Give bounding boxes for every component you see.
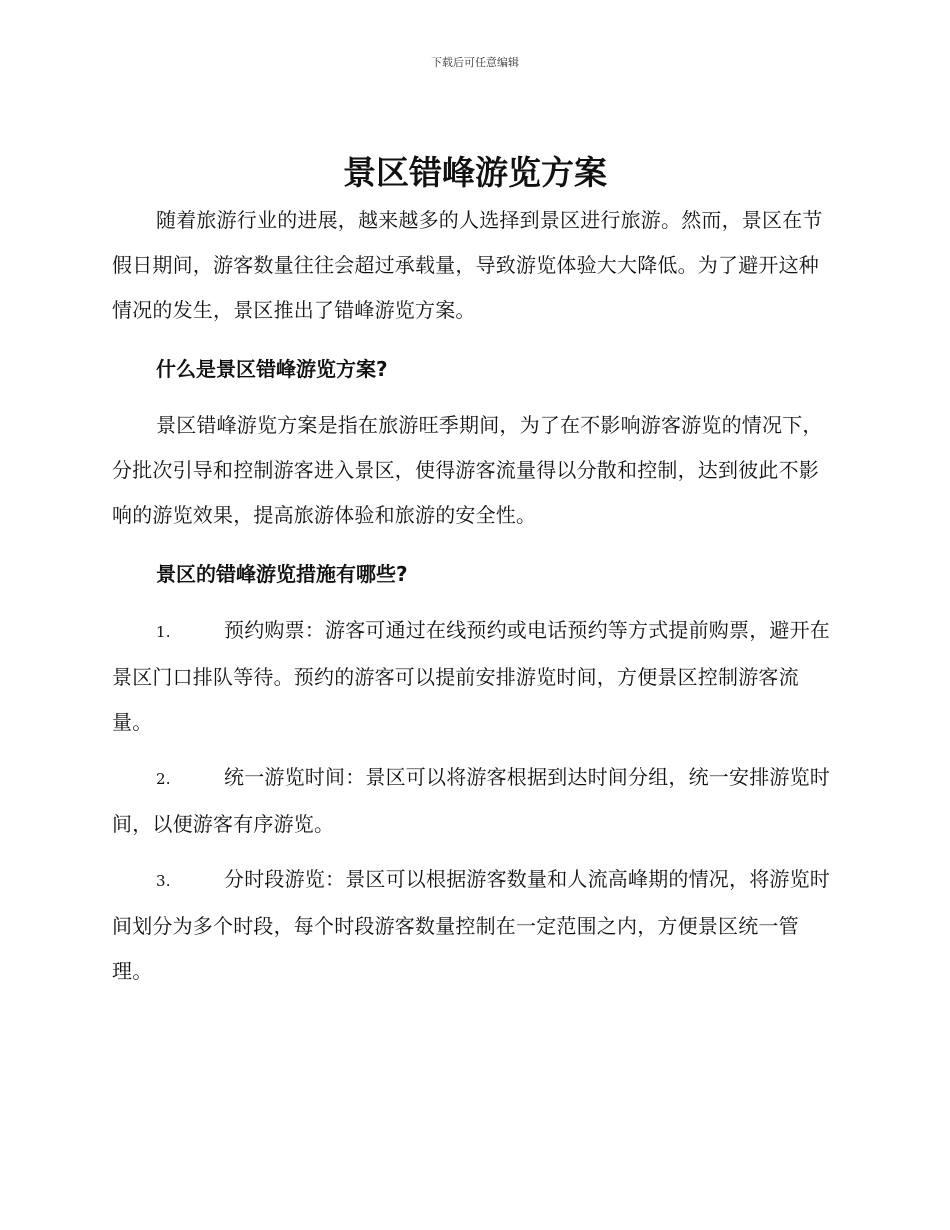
header-note: 下载后可任意编辑	[431, 56, 519, 69]
list-item-number: 3.	[156, 872, 171, 890]
page-title: 景区错峰游览方案	[343, 153, 607, 192]
list-item-number: 2.	[156, 770, 171, 788]
intro-paragraph: 随着旅游行业的进展，越来越多的人选择到景区进行旅游。然而，景区在节假日期间，游客数量往往会超过承载量，导致游览体验大大降低。为了避开这种情况的发生，景区推出了错峰游览方案。	[112, 208, 823, 322]
list-item-number: 1.	[156, 623, 171, 641]
list-item	[112, 608, 834, 745]
list-item	[112, 857, 834, 994]
section-heading-what: 什么是景区错峰游览方案?	[156, 357, 388, 381]
list-item-text: 分时段游览：景区可以根据游客数量和人流高峰期的情况，将游览时间划分为多个时段，每个时段游客数量控制在一定范围之内，方便景区统一管理。	[112, 867, 830, 983]
list-item	[112, 755, 834, 847]
list-item-text: 统一游览时间：景区可以将游客根据到达时间分组，统一安排游览时间，以便游客有序游览。	[112, 765, 830, 836]
definition-paragraph: 景区错峰游览方案是指在旅游旺季期间，为了在不影响游客游览的情况下，分批次引导和控制游客进入景区，使得游客流量得以分散和控制，达到彼此不影响的游览效果，提高旅游体验和旅游的安全性。	[112, 413, 823, 527]
section-heading-measures: 景区的错峰游览措施有哪些?	[156, 562, 408, 586]
list-item-text: 预约购票：游客可通过在线预约或电话预约等方式提前购票，避开在景区门口排队等待。预约的游客可以提前安排游览时间，方便景区控制游客流量。	[112, 618, 830, 734]
